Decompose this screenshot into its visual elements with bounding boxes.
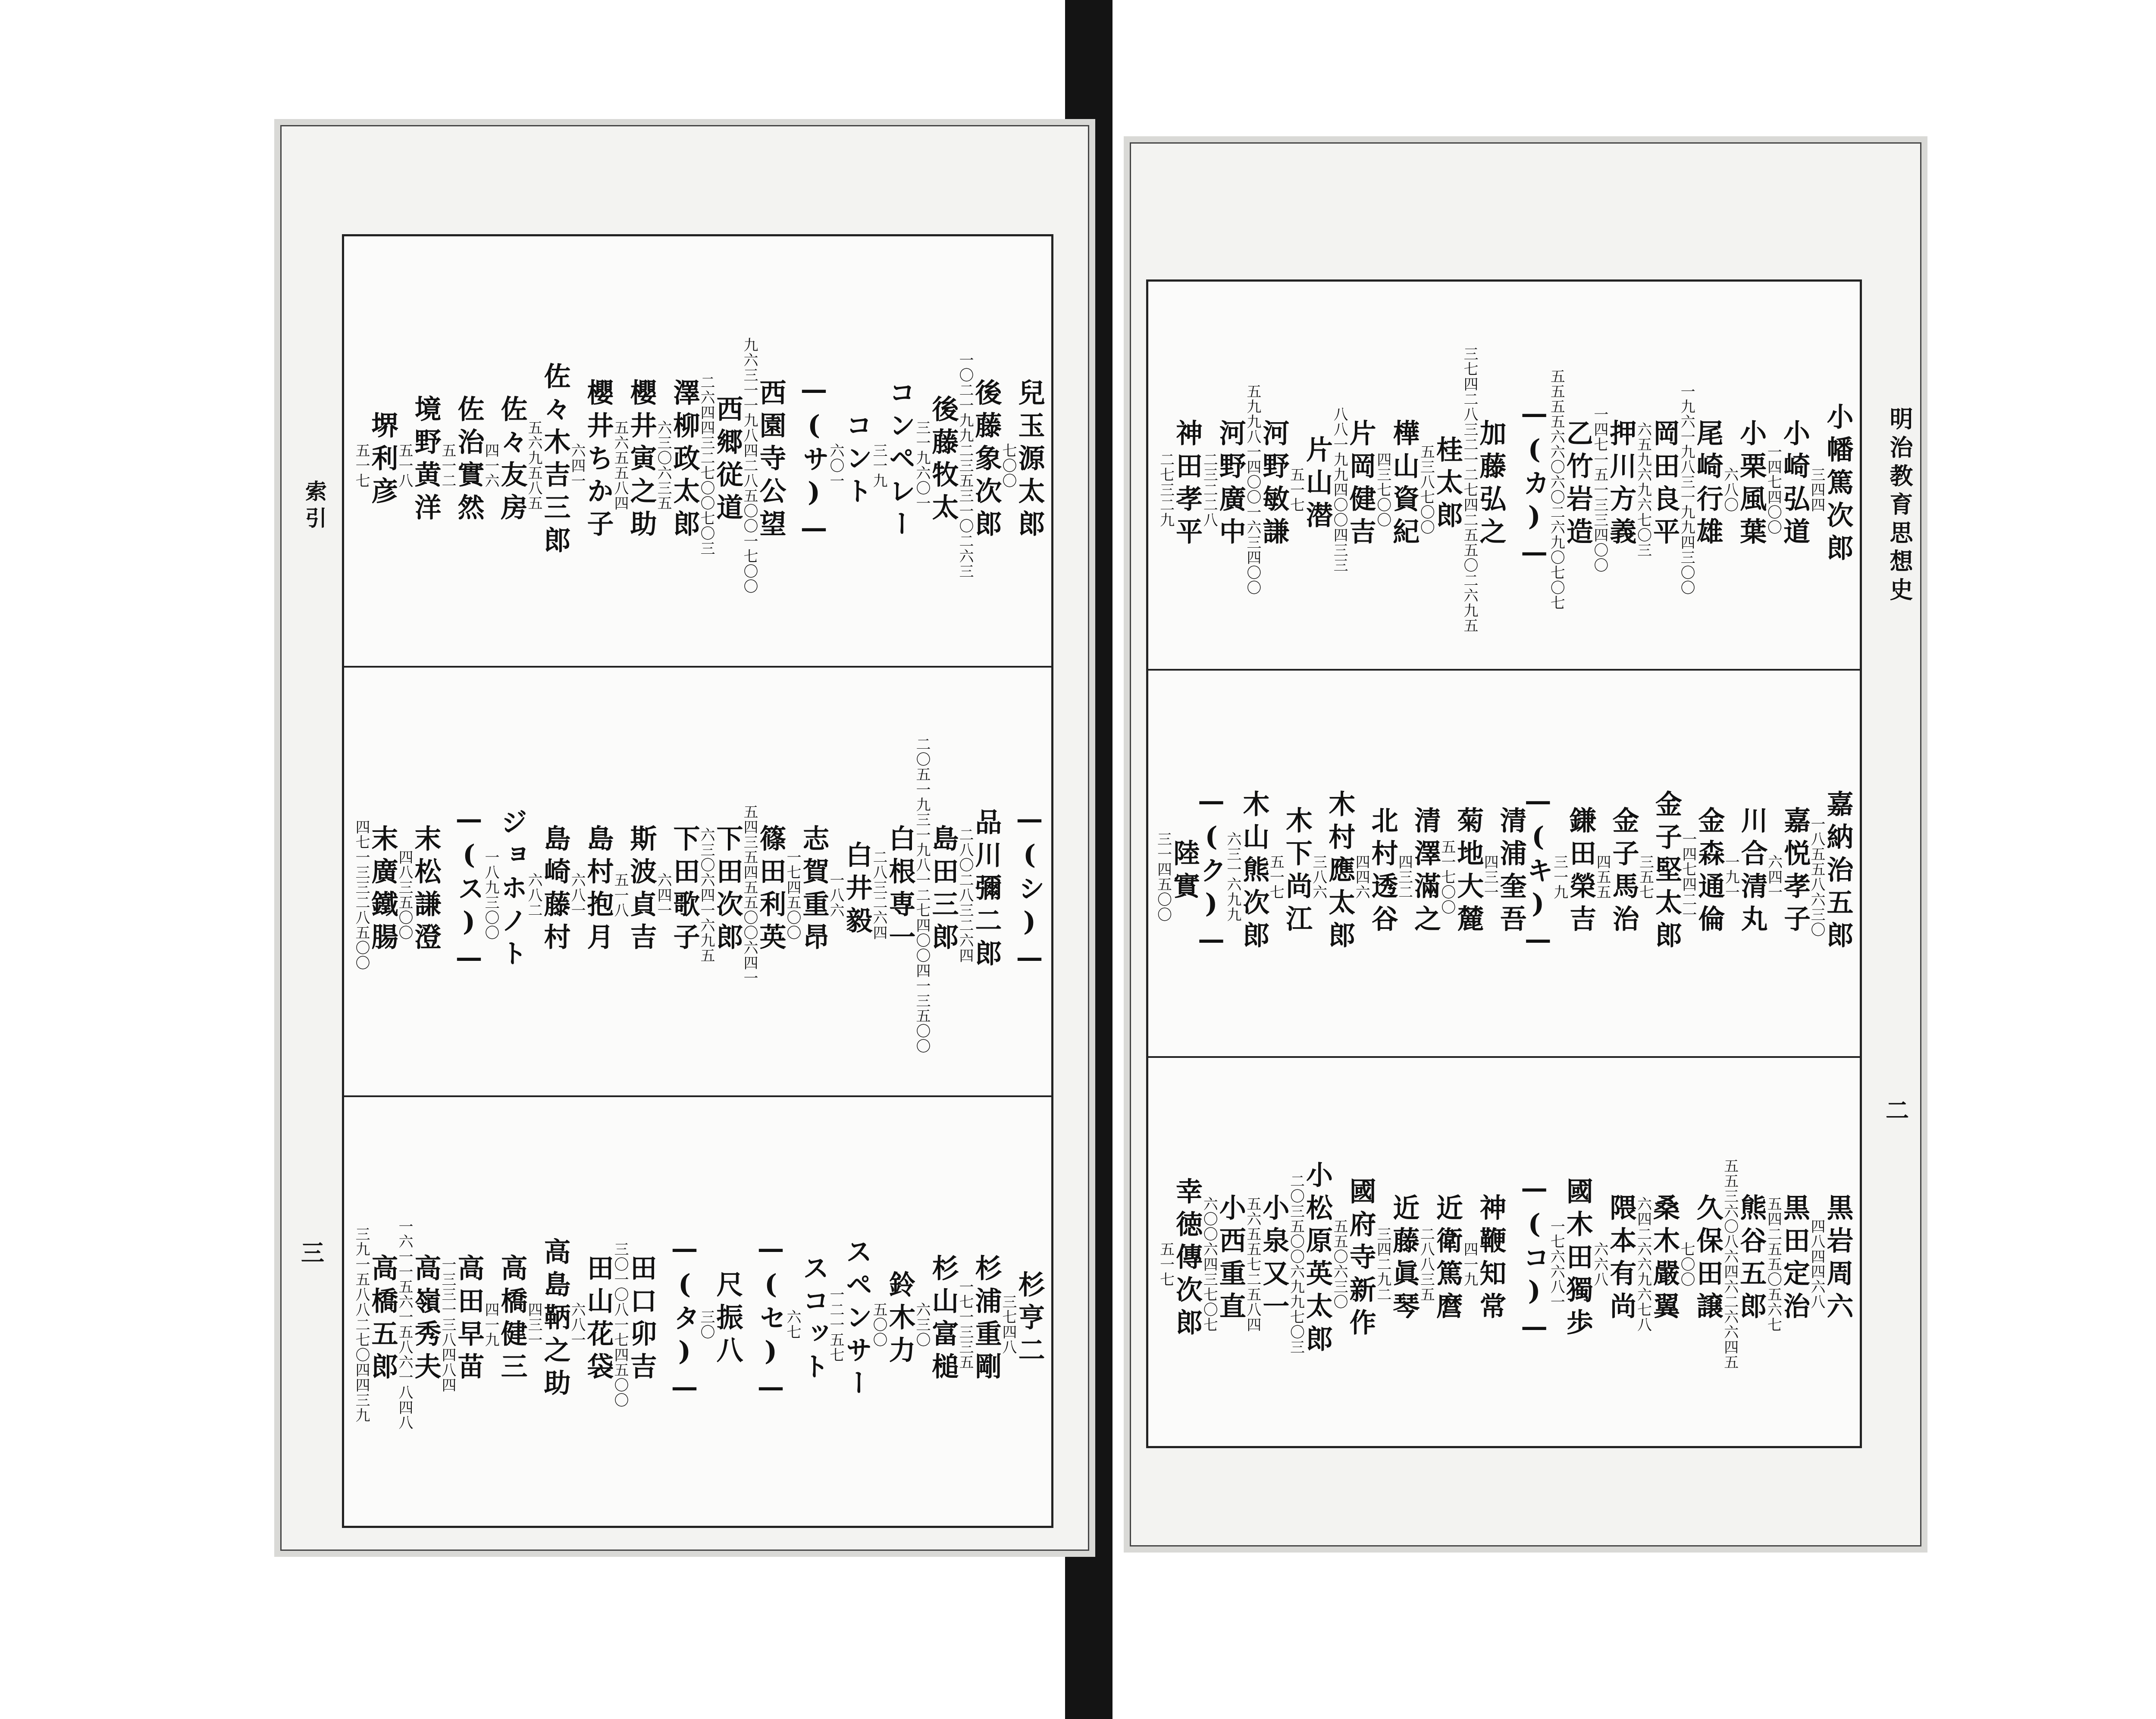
index-frame [342,234,1053,1528]
index-band [344,666,1051,1097]
entry-name: 兒玉源太郎 [1014,379,1045,543]
entry-name: 後藤牧太 [928,395,959,526]
entry-pages: 三一九 [870,442,887,488]
index-entry [611,236,655,666]
index-entry [568,1095,614,1525]
index-entry [1678,1056,1724,1443]
entry-name: 近衛篤麿 [1432,1194,1463,1325]
section-heading [1504,282,1548,669]
entry-name: 高田早苗 [453,1254,485,1385]
entry-name: 杉浦重剛 [971,1254,1002,1385]
entry-pages: 三一九六〇一 [913,420,931,511]
entry-name: コント [841,411,873,510]
index-entry [827,666,873,1095]
entry-name: 小幡篤次郎 [1822,403,1854,567]
index-entry [913,236,959,666]
entry-pages: 二六四四三二七〇〇七〇三 [698,375,715,556]
entry-pages: 五六五五七二五八四 [1244,1196,1261,1332]
entry-pages: 二三二二八 [1200,452,1218,527]
index-entry [1591,1056,1637,1443]
entry-pages: 六六八 [1591,1241,1608,1287]
entry-pages: 六八〇 [1721,467,1739,512]
entry-pages: 九六三一一九八四二八五〇〇一七〇〇 [741,337,758,594]
section-heading [1522,669,1554,1056]
entry-name: 堺利彦 [367,411,398,510]
entry-name: 高島鞆之助 [539,1238,571,1402]
entry-name: 金子馬治 [1608,806,1640,938]
entry-name: 桂太郎 [1432,436,1463,534]
section-heading [1000,666,1043,1095]
index-entry [525,1095,571,1525]
entry-name: 岡田良平 [1648,419,1680,550]
entry-name: 幸徳傳次郎 [1171,1177,1203,1341]
entry-pages: 二八〇二八三二六四 [956,827,974,963]
entry-name: コンペレー [884,379,916,543]
entry-pages: 三四四 [1808,467,1825,512]
index-entry [482,236,528,666]
entry-name: 田山花袋 [583,1254,614,1385]
entry-pages: 二〇五一九三一九八一二七四〇〇四一三五〇〇 [913,736,931,1054]
entry-name: 佐治實然 [453,395,485,526]
entry-name: 清浦奎吾 [1495,806,1527,938]
entry-pages: 一九六一九八三一九九四三〇〇 [1678,384,1695,595]
running-header: 明治教育思想史 [1886,407,1914,606]
entry-name: 島村抱月 [583,825,614,956]
index-entry [698,1095,741,1525]
entry-pages: 三七四二八三二一二七四二五五〇二六九五 [1461,346,1478,633]
index-entry [1000,236,1043,666]
entry-pages: 四五五 [1594,854,1611,900]
index-entry [568,236,614,666]
entry-name: 北村透谷 [1367,806,1399,938]
entry-pages: 三五七 [1636,854,1654,900]
entry-name: 樺山資紀 [1388,419,1420,550]
index-entry [611,1095,655,1525]
entry-name: 川合清丸 [1736,806,1768,938]
entry-name: ジョホノト [496,808,528,972]
index-entry [1000,1095,1043,1525]
index-entry [1157,282,1203,669]
entry-pages: 六四二六六九六七八 [1634,1196,1652,1332]
entry-pages: 二七三二九 [1157,452,1175,527]
entry-name: 近藤眞琴 [1388,1194,1420,1325]
index-entry [1154,669,1200,1056]
entry-name: 小泉又一 [1258,1194,1290,1325]
entry-name: 嘉納治五郎 [1822,790,1854,954]
section-heading [439,666,485,1095]
entry-pages: 一四七四二一 [1679,831,1697,922]
entry-pages: 三四二九二 [1374,1226,1391,1302]
entry-pages: 五一八 [396,442,413,488]
index-entry [1548,1056,1594,1443]
index-entry [1636,669,1683,1056]
entry-name: 尺振八 [712,1270,743,1369]
entry-name: 桑木嚴翼 [1648,1194,1680,1325]
entry-pages: 四八四四六八 [1808,1219,1825,1309]
entry-pages: 五五五五六六〇六〇二六九〇七〇七 [1548,369,1565,610]
index-entry [1634,282,1678,669]
entry-name: 片山潜 [1301,436,1333,534]
section-heading [1195,669,1227,1056]
entry-name: 西園寺公望 [755,379,787,543]
index-entry [741,666,787,1095]
entry-pages: 一八六 [827,872,844,918]
entry-name: 田口卯吉 [626,1254,657,1385]
index-entry [1353,669,1399,1056]
entry-name: 櫻井ちか子 [583,379,614,543]
entry-name: 澤柳政太郎 [669,379,700,543]
entry-pages: 五六九五八五 [525,420,542,511]
entry-pages: 七〇〇 [1678,1241,1695,1287]
index-entry [1551,669,1597,1056]
index-entry [439,236,485,666]
entry-name: 佐々木吉三郎 [539,362,571,559]
entry-pages: 六四一 [655,872,672,918]
entry-pages: 一七四五〇〇 [784,850,801,940]
index-entry [439,1095,485,1525]
entry-pages: 五一七 [1157,1241,1175,1287]
left-page [280,125,1089,1551]
entry-name: 小松原英太郎 [1301,1161,1333,1358]
index-entry [1808,669,1854,1056]
index-entry [784,1095,830,1525]
index-entry [741,236,787,666]
entry-pages: 五四二五五〇五六七 [1764,1196,1782,1332]
index-entry [698,666,741,1095]
index-entry [1438,669,1484,1056]
entry-name: 押川方義 [1605,419,1637,550]
entry-name: 加藤弘之 [1475,419,1507,550]
entry-pages: 二八三二六四 [870,850,887,940]
section-heading-label: —(サ)— [798,373,830,548]
entry-name: 黒岩周六 [1822,1194,1854,1325]
entry-name: 乙竹岩造 [1562,419,1594,550]
index-band [1148,1056,1860,1443]
entry-name: 下田次郎 [712,825,743,956]
entry-name: 木村應太郎 [1324,790,1356,954]
entry-name: 白井毅 [841,841,873,939]
section-heading-label: —(キ)— [1522,785,1554,959]
entry-name: 品川彌二郎 [971,808,1002,972]
entry-name: 熊谷五郎 [1735,1194,1767,1325]
entry-name: 高嶺秀夫 [410,1254,442,1385]
entry-pages: 一七一三三五 [956,1279,974,1370]
index-entry [1224,669,1270,1056]
section-heading [784,236,830,666]
entry-name: 河野敏謙 [1258,419,1290,550]
index-entry [1764,282,1811,669]
right-page [1130,142,1921,1546]
index-entry [827,1095,873,1525]
entry-pages: 五〇〇 [870,1302,887,1347]
entry-name: 杉亨二 [1014,1270,1045,1369]
index-entry [1764,1056,1811,1443]
section-heading-label: —(コ)— [1518,1172,1550,1346]
entry-name: 金子堅太郎 [1651,790,1683,954]
index-entry [1481,669,1527,1056]
entry-pages: 一八九三〇〇 [482,850,499,940]
entry-pages: 一〇二一九九二三五三一〇二六三 [956,352,974,579]
entry-name: 清澤滿之 [1410,806,1442,938]
index-entry [1594,669,1640,1056]
entry-pages: 五四三五四五五〇〇六四一 [741,804,758,985]
entry-name: 杉山富槌 [928,1254,959,1385]
entry-pages: 六七 [784,1309,801,1339]
index-entry [870,236,916,666]
entry-pages: 七〇〇 [1000,442,1017,488]
index-entry [1331,1056,1377,1443]
entry-pages: 六八一 [568,872,586,918]
index-entry [913,666,959,1095]
index-entry [913,1095,959,1525]
entry-name: 小崎弘道 [1779,419,1811,550]
entry-pages: 四一九 [1461,1241,1478,1287]
section-heading-label: —(カ)— [1518,398,1550,572]
entry-pages: 六〇一 [827,442,844,488]
index-band [1148,669,1860,1058]
index-entry [1331,282,1377,669]
index-entry [353,666,396,1095]
index-entry [956,236,1000,666]
entry-name: スコット [798,1254,830,1385]
entry-pages: 六四一 [568,442,586,488]
index-band [344,1095,1051,1525]
entry-name: 島崎藤村 [539,825,571,956]
entry-pages: 六四一 [1765,854,1783,900]
entry-pages: 四七一三三二八五〇〇 [353,819,370,970]
entry-pages: 四三七〇〇 [1374,452,1391,527]
index-entry [1374,1056,1420,1443]
entry-name: 鎌田榮吉 [1565,806,1597,938]
index-entry [1417,1056,1461,1443]
index-entry [1808,282,1854,669]
entry-pages: 八八一九九四〇〇四三三 [1331,406,1348,573]
index-entry [956,666,1000,1095]
entry-pages: 五三八七〇〇 [1417,444,1435,535]
index-entry [353,236,396,666]
running-header: 索引 [302,480,327,533]
entry-pages: 五一七 [353,442,370,488]
entry-name: 末廣鐵腸 [367,825,398,956]
entry-name: 下田歌子 [669,825,700,956]
entry-name: 隈本有尚 [1605,1194,1637,1325]
section-heading-label: —(シ)— [1014,803,1045,977]
index-entry [1765,669,1811,1056]
index-entry [870,1095,916,1525]
entry-name: 鈴木力 [884,1270,916,1369]
entry-name: 木山熊次郎 [1238,790,1270,954]
entry-pages: 一七六六八一 [1548,1219,1565,1309]
entry-name: 菊地大麓 [1452,806,1484,938]
entry-name: 島田三郎 [928,825,959,956]
index-entry [1200,282,1247,669]
index-entry [1548,282,1594,669]
entry-pages: 五一七 [1287,467,1305,512]
entry-pages: 三七四八 [1000,1294,1017,1355]
index-entry [482,666,528,1095]
entry-pages: 六三〇六四一六九五 [698,827,715,963]
section-heading [1504,1056,1548,1443]
entry-name: 久保田譲 [1692,1194,1724,1325]
entry-name: 斯波貞吉 [626,825,657,956]
entry-pages: 五五三六〇八六四六二六六四五 [1721,1158,1739,1370]
index-entry [1157,1056,1203,1443]
index-entry [1244,1056,1290,1443]
entry-name: 境野黄洋 [410,395,442,526]
entry-pages: 二〇三五〇〇六九九七〇三 [1287,1173,1305,1355]
entry-pages: 五五〇六三〇 [1331,1219,1348,1309]
entry-pages: 四四六 [1353,854,1370,900]
entry-name: 末松謙澄 [410,825,442,956]
entry-pages: 六五九六九六七〇三 [1634,421,1652,558]
index-entry [1244,282,1290,669]
entry-pages: 六八二 [525,872,542,918]
entry-pages: 六三一六九九 [1224,831,1241,922]
page-number: 三 [301,1239,324,1267]
entry-name: 篠田利英 [755,825,787,956]
index-entry [1722,669,1768,1056]
entry-name: 神鞭知常 [1475,1194,1507,1325]
index-entry [1808,1056,1854,1443]
entry-name: 陸實 [1169,839,1200,905]
entry-name: 佐々友房 [496,395,528,526]
index-entry [525,666,571,1095]
entry-pages: 一八五五八六三〇 [1808,816,1825,937]
index-entry [1310,669,1356,1056]
entry-pages: 一二一五七 [827,1286,844,1362]
index-entry [396,666,442,1095]
index-entry [1721,282,1767,669]
index-band [1148,282,1860,671]
entry-pages: 四一九 [482,1302,499,1347]
entry-pages: 一六一一五六一五八六一八四八 [396,1219,413,1430]
entry-pages: 四三一 [525,1302,542,1347]
index-entry [396,1095,442,1525]
index-entry [1634,1056,1678,1443]
index-entry [396,236,442,666]
index-entry [1287,1056,1331,1443]
index-entry [1460,1056,1507,1443]
index-frame [1146,279,1862,1448]
index-entry [655,236,698,666]
entry-pages: 四八三五〇〇 [396,850,413,940]
entry-name: 嘉悦孝子 [1779,806,1811,938]
section-heading-label: —(ス)— [453,803,485,977]
entry-pages: 六三〇六三五 [655,420,672,511]
entry-pages: 三〇 [698,1309,715,1339]
entry-name: 黒田定治 [1779,1194,1811,1325]
entry-name: 國府寺新作 [1345,1177,1377,1341]
entry-name: 神田孝平 [1171,419,1203,550]
entry-pages: 五九九八一四〇〇一六三四〇〇 [1244,384,1261,595]
entry-name: スペンサー [841,1238,873,1402]
entry-name: 白根専一 [884,825,916,956]
entry-name: 高橋健三 [496,1254,528,1385]
entry-pages: 六三〇 [913,1302,931,1347]
entry-name: 小西重直 [1215,1194,1247,1325]
section-heading-label: —(ク)— [1195,785,1227,959]
index-band [344,236,1051,668]
index-entry [956,1095,1000,1525]
index-entry [1417,282,1461,669]
entry-pages: 五一八 [611,872,629,918]
entry-pages: 四三二 [1395,854,1413,900]
entry-name: 河野廣中 [1215,419,1247,550]
section-heading-label: —(セ)— [755,1233,787,1407]
entry-pages: 一九一 [1722,854,1740,900]
entry-pages: 六八一 [568,1302,586,1347]
entry-name: 高橋五郎 [367,1254,398,1385]
entry-pages: 三一九 [1551,854,1568,900]
entry-name: 金森通倫 [1693,806,1725,938]
index-entry [1460,282,1507,669]
index-entry [1287,282,1331,669]
entry-pages: 三〇一〇八一七四五〇〇 [611,1241,629,1408]
index-entry [870,666,916,1095]
index-entry [827,236,873,666]
entry-pages: 三八六 [1310,854,1327,900]
entry-pages: 五一七 [1267,854,1285,900]
entry-name: 國木田獨歩 [1562,1177,1594,1341]
index-entry [784,666,830,1095]
entry-name: 片岡健吉 [1345,419,1377,550]
entry-pages: 五一二 [439,442,456,488]
entry-name: 尾崎行雄 [1692,419,1724,550]
entry-pages: 二八八三五 [1417,1226,1435,1302]
entry-pages: 一四七四〇〇 [1764,444,1782,535]
entry-pages: 三九一五八八二七〇四四三九 [353,1226,370,1423]
entry-pages: 四三一 [1481,854,1499,900]
section-heading [655,1095,698,1525]
entry-name: 西郷従道 [712,395,743,526]
index-entry [1395,669,1442,1056]
index-entry [1374,282,1420,669]
entry-pages: 六〇〇六四三七〇七 [1200,1196,1218,1332]
index-entry [1267,669,1313,1056]
index-entry [525,236,571,666]
index-entry [353,1095,396,1525]
index-entry [1679,669,1725,1056]
index-entry [1678,282,1724,669]
entry-name: 小栗風葉 [1735,419,1767,550]
index-entry [698,236,741,666]
entry-name: 木下尚江 [1281,806,1313,938]
index-entry [655,666,698,1095]
section-heading-label: —(タ)— [669,1233,700,1407]
section-heading [741,1095,787,1525]
entry-pages: 一四七一五一三三四〇〇 [1591,406,1608,573]
entry-name: 志賀重昂 [798,825,830,956]
entry-pages: 三一四五〇〇 [1154,831,1172,922]
index-entry [1721,1056,1767,1443]
index-entry [1200,1056,1247,1443]
entry-name: 後藤象次郎 [971,379,1002,543]
entry-pages: 五一七〇〇 [1438,839,1456,915]
index-entry [482,1095,528,1525]
page-number: 二 [1886,1097,1909,1124]
entry-pages: 五六五五八四 [611,420,629,511]
index-entry [1591,282,1637,669]
index-entry [568,666,614,1095]
entry-name: 櫻井寅之助 [626,379,657,543]
entry-pages: 一三三一三八四八四 [439,1256,456,1393]
entry-pages: 四一六 [482,442,499,488]
index-entry [611,666,655,1095]
